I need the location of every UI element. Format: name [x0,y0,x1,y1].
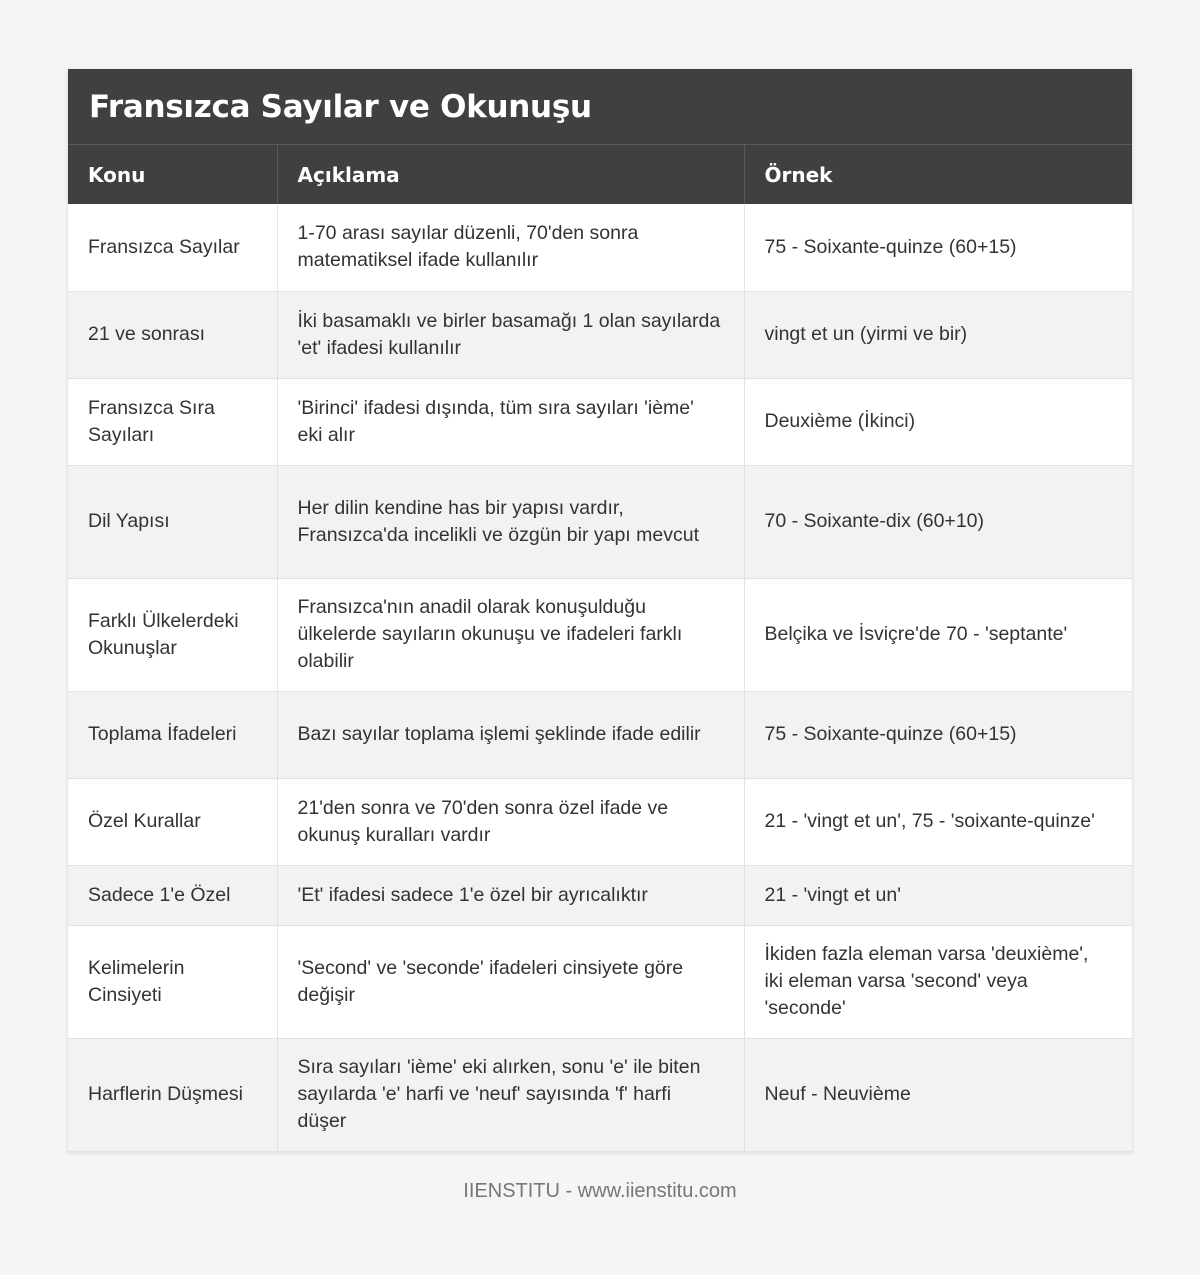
cell-aciklama: Fransızca'nın anadil olarak konuşulduğu ülkelerde sayıların okunuşu ve ifadeleri farklı olabilir [277,578,744,691]
title-bar [68,69,1132,145]
cell-aciklama: 'Et' ifadesi sadece 1'e özel bir ayrıcalıktır [277,865,744,925]
table-row [68,291,1132,378]
cell-ornek: 21 - 'vingt et un', 75 - 'soixante-quinze' [744,778,1132,865]
cell-aciklama: 21'den sonra ve 70'den sonra özel ifade ve okunuş kuralları vardır [277,778,744,865]
cell-konu: Dil Yapısı [68,465,277,578]
header-row [68,145,1132,204]
data-table [68,145,1132,1152]
cell-aciklama: 1-70 arası sayılar düzenli, 70'den sonra matematiksel ifade kullanılır [277,204,744,291]
cell-aciklama: Bazı sayılar toplama işlemi şeklinde ifade edilir [277,691,744,778]
table-row [68,578,1132,691]
cell-ornek: 21 - 'vingt et un' [744,865,1132,925]
cell-aciklama: İki basamaklı ve birler basamağı 1 olan sayılarda 'et' ifadesi kullanılır [277,291,744,378]
cell-ornek: 75 - Soixante-quinze (60+15) [744,691,1132,778]
table-row [68,865,1132,925]
cell-ornek: Belçika ve İsviçre'de 70 - 'septante' [744,578,1132,691]
table-row [68,1038,1132,1151]
cell-aciklama: Sıra sayıları 'ième' eki alırken, sonu 'e' ile biten sayılarda 'e' harfi ve 'neuf' sayısında 'f' harfi düşer [277,1038,744,1151]
cell-ornek: Deuxième (İkinci) [744,378,1132,465]
cell-konu: Toplama İfadeleri [68,691,277,778]
cell-ornek: Neuf - Neuvième [744,1038,1132,1151]
table-row [68,465,1132,578]
cell-konu: Fransızca Sayılar [68,204,277,291]
table-row [68,378,1132,465]
cell-konu: Kelimelerin Cinsiyeti [68,925,277,1038]
table-row [68,204,1132,291]
cell-aciklama: 'Birinci' ifadesi dışında, tüm sıra sayıları 'ième' eki alır [277,378,744,465]
column-header-ornek: Örnek [744,145,1132,204]
page-title: Fransızca Sayılar ve Okunuşu [89,88,592,125]
table-row [68,925,1132,1038]
table-row [68,778,1132,865]
cell-ornek: İkiden fazla eleman varsa 'deuxième', iki eleman varsa 'second' veya 'seconde' [744,925,1132,1038]
cell-konu: Harflerin Düşmesi [68,1038,277,1151]
cell-ornek: 70 - Soixante-dix (60+10) [744,465,1132,578]
cell-ornek: vingt et un (yirmi ve bir) [744,291,1132,378]
footer-credit: IIENSTITU - www.iienstitu.com [463,1180,737,1202]
cell-konu: Sadece 1'e Özel [68,865,277,925]
table-row [68,691,1132,778]
cell-konu: Özel Kurallar [68,778,277,865]
cell-aciklama: Her dilin kendine has bir yapısı vardır, Fransızca'da incelikli ve özgün bir yapı mevcut [277,465,744,578]
cell-konu: Farklı Ülkelerdeki Okunuşlar [68,578,277,691]
column-header-aciklama: Açıklama [277,145,744,204]
cell-konu: 21 ve sonrası [68,291,277,378]
table-card [68,69,1132,1152]
cell-ornek: 75 - Soixante-quinze (60+15) [744,204,1132,291]
column-header-konu: Konu [68,145,277,204]
cell-aciklama: 'Second' ve 'seconde' ifadeleri cinsiyete göre değişir [277,925,744,1038]
cell-konu: Fransızca Sıra Sayıları [68,378,277,465]
